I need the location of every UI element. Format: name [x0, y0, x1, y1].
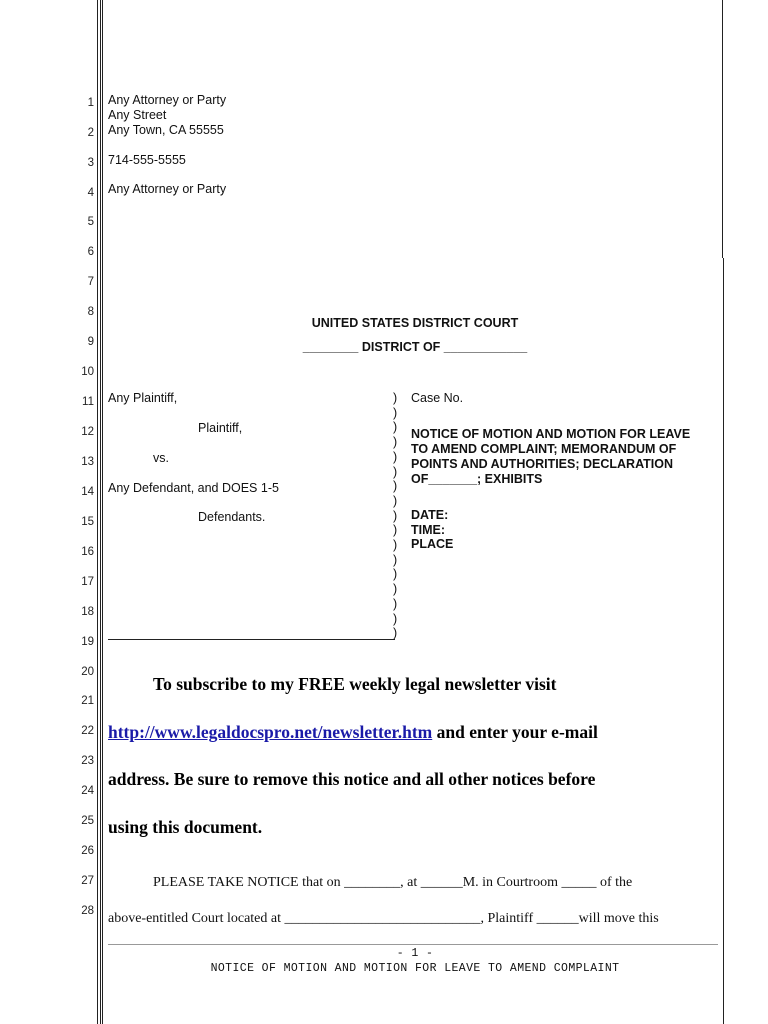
- newsletter-link[interactable]: http://www.legaldocspro.net/newsletter.htm: [108, 722, 433, 742]
- line-number-22: 22: [81, 725, 94, 737]
- line-number-4: 4: [87, 187, 94, 199]
- attorney-city: Any Town, CA 55555: [108, 123, 224, 137]
- document-title-line-1: NOTICE OF MOTION AND MOTION FOR LEAVE: [411, 427, 691, 441]
- left-margin-rule-third: [102, 0, 103, 1024]
- hearing-date-label: DATE:: [411, 508, 449, 522]
- body-line-28: above-entitled Court located at ____________________________, Plaintiff ______will move this: [108, 911, 659, 926]
- left-margin-rule-outer: [97, 0, 98, 1024]
- line-number-3: 3: [87, 157, 94, 169]
- line-number-21: 21: [81, 695, 94, 707]
- court-title: UNITED STATES DISTRICT COURT: [311, 316, 519, 330]
- line-number-9: 9: [87, 336, 94, 348]
- defendant-role: Defendants.: [198, 510, 266, 524]
- line-number-7: 7: [87, 276, 94, 288]
- versus: vs.: [153, 451, 169, 465]
- line-number-23: 23: [81, 755, 94, 767]
- newsletter-line-3: address. Be sure to remove this notice and all other notices before: [108, 769, 596, 789]
- court-district: ________ DISTRICT OF ____________: [302, 340, 528, 354]
- left-margin-rule-inner: [100, 0, 101, 1024]
- document-title-line-3: POINTS AND AUTHORITIES; DECLARATION: [411, 457, 674, 471]
- footer-title: NOTICE OF MOTION AND MOTION FOR LEAVE TO AMEND COMPLAINT: [210, 962, 620, 975]
- right-margin-rule-top: [722, 0, 723, 258]
- line-number-18: 18: [81, 606, 94, 618]
- line-number-27: 27: [81, 875, 94, 887]
- line-number-24: 24: [81, 785, 94, 797]
- line-number-8: 8: [87, 306, 94, 318]
- footer-page-number: - 1 -: [396, 947, 434, 960]
- line-number-12: 12: [81, 426, 94, 438]
- right-margin-rule-bottom: [723, 258, 724, 1024]
- case-number-label: Case No.: [411, 391, 464, 405]
- caption-parentheses: ) ) ) ) ) ) ) ) ) ) ) ) ) ) ) ) ): [393, 391, 398, 641]
- newsletter-line-1: To subscribe to my FREE weekly legal newsletter visit: [153, 674, 557, 694]
- line-number-14: 14: [81, 486, 94, 498]
- attorney-street: Any Street: [108, 108, 167, 122]
- line-number-25: 25: [81, 815, 94, 827]
- newsletter-line-4: using this document.: [108, 817, 263, 837]
- plaintiff-name: Any Plaintiff,: [108, 391, 178, 405]
- line-number-1: 1: [87, 97, 94, 109]
- attorney-phone: 714-555-5555: [108, 153, 186, 167]
- newsletter-line-2-rest: and enter your e-mail: [432, 722, 598, 742]
- newsletter-line-2: [108, 722, 598, 743]
- line-number-2: 2: [87, 127, 94, 139]
- line-number-16: 16: [81, 546, 94, 558]
- line-number-11: 11: [82, 396, 94, 408]
- hearing-place-label: PLACE: [411, 537, 454, 551]
- line-number-26: 26: [81, 845, 94, 857]
- line-number-28: 28: [81, 905, 94, 917]
- document-title-line-2: TO AMEND COMPLAINT; MEMORANDUM OF: [411, 442, 677, 456]
- line-number-5: 5: [87, 216, 94, 228]
- line-number-20: 20: [81, 666, 94, 678]
- defendant-name: Any Defendant, and DOES 1-5: [108, 481, 279, 495]
- plaintiff-role: Plaintiff,: [198, 421, 243, 435]
- attorney-name: Any Attorney or Party: [108, 93, 227, 107]
- body-line-27: PLEASE TAKE NOTICE that on ________, at ______M. in Courtroom _____ of the: [153, 875, 633, 890]
- line-number-17: 17: [81, 576, 94, 588]
- caption-bottom-rule: [108, 639, 395, 640]
- line-number-6: 6: [87, 246, 94, 258]
- hearing-time-label: TIME:: [411, 523, 446, 537]
- line-number-19: 19: [81, 636, 94, 648]
- line-number-15: 15: [81, 516, 94, 528]
- attorney-for: Any Attorney or Party: [108, 182, 227, 196]
- footer-rule: [108, 944, 718, 945]
- line-number-10: 10: [81, 366, 94, 378]
- line-number-13: 13: [81, 456, 94, 468]
- document-title-line-4: OF_______; EXHIBITS: [411, 472, 543, 486]
